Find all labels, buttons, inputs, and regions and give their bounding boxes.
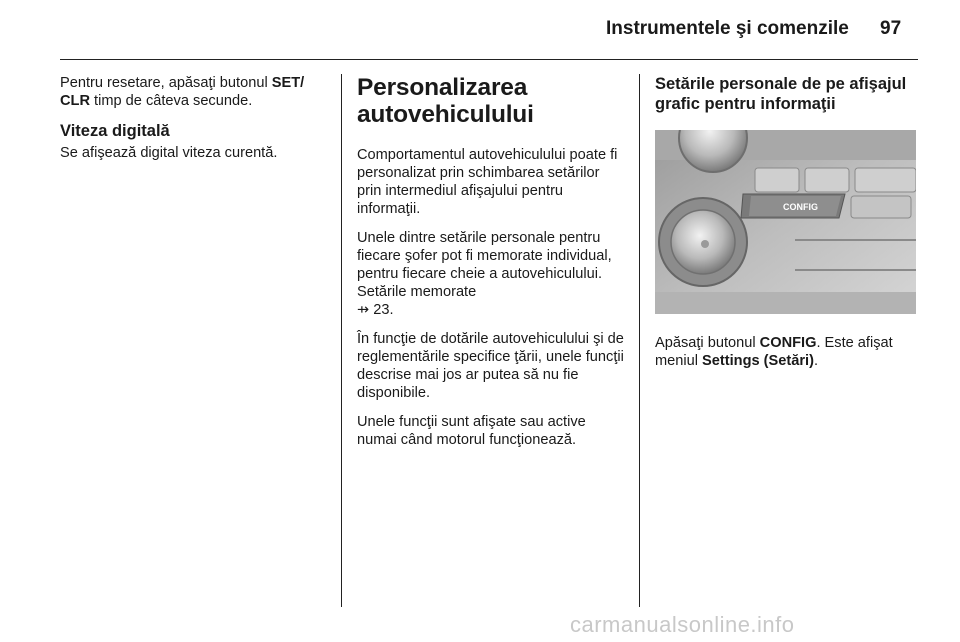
paragraph-4: Unele funcţii sunt afişate sau active numai când motorul funcţionează. xyxy=(357,414,586,448)
column-3 xyxy=(655,74,919,381)
column-2 xyxy=(357,74,625,460)
caption-text-mid: . Este afişat meniul xyxy=(655,335,893,369)
caption-text-end: . xyxy=(813,353,819,369)
paragraph-3: În funcţie de dotările autovehiculului şi de reglementările specifice ţării, unele funcţii descrise mai jos ar putea să nu fie disponibile. xyxy=(357,331,624,401)
watermark: carmanualsonline.info xyxy=(570,612,795,637)
column-divider-2 xyxy=(639,74,640,607)
header-rule xyxy=(60,59,918,60)
config-button-label: CONFIG xyxy=(759,335,817,351)
page-reference: 23. xyxy=(373,302,394,318)
image-caption xyxy=(655,334,919,370)
column-1 xyxy=(60,74,328,173)
paragraph-1: Comportamentul autovehiculului poate fi personalizat prin schimbarea setărilor prin intermediul afişajului pentru informaţii. xyxy=(357,147,618,217)
section-heading-personal-settings: Setările personale de pe afişajul grafic pentru informaţii xyxy=(655,75,907,113)
reset-text: Pentru resetare, apăsaţi butonul xyxy=(60,75,272,91)
section-heading-digital-speed: Viteza digitală xyxy=(60,122,170,140)
config-button-photo xyxy=(655,130,916,314)
paragraph-2 xyxy=(357,229,625,319)
config-label-in-photo: CONFIG xyxy=(783,202,818,212)
digital-speed-text: Se afişează digital viteza curentă. xyxy=(60,145,278,161)
column-divider-1 xyxy=(341,74,342,607)
reset-instruction xyxy=(60,74,328,110)
set-clr-button-label: SET/ CLR xyxy=(60,75,305,109)
reset-text-end: timp de câteva secunde. xyxy=(90,93,253,109)
page-number: 97 xyxy=(880,18,902,39)
section-title-personalization: Personalizarea autovehiculului xyxy=(357,74,534,128)
page-header-title: Instrumentele şi comenzile xyxy=(606,18,849,39)
settings-menu-label: Settings (Setări) xyxy=(702,353,814,369)
page-reference-icon: ⇸ xyxy=(357,302,370,318)
caption-text: Apăsaţi butonul xyxy=(655,335,760,351)
paragraph-2-text: Unele dintre setările personale pentru fiecare şofer pot fi memorate individual, pentru fiecare cheie a autovehiculului. Setările memorate xyxy=(357,230,612,300)
